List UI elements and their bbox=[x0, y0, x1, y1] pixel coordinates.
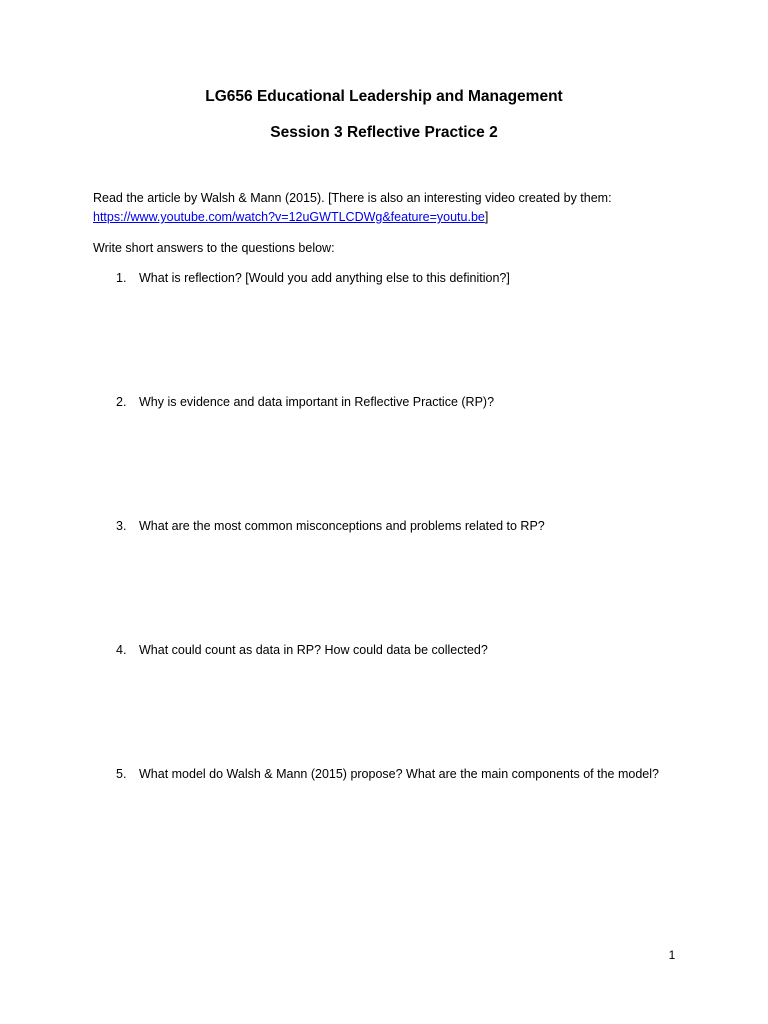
question-text: What model do Walsh & Mann (2015) propose? What are the main components of the model? bbox=[139, 767, 659, 781]
question-text: What could count as data in RP? How could data be collected? bbox=[139, 643, 488, 657]
question-number: 3. bbox=[116, 519, 127, 533]
question-number: 2. bbox=[116, 395, 127, 409]
question-item bbox=[116, 269, 676, 288]
question-item bbox=[116, 393, 676, 412]
question-number: 1. bbox=[116, 271, 127, 285]
document-subtitle: Session 3 Reflective Practice 2 bbox=[270, 124, 498, 141]
question-number: 5. bbox=[116, 767, 127, 781]
intro-text: Read the article by Walsh & Mann (2015). [There is also an interesting video created by them: bbox=[93, 191, 612, 205]
instruction-text: Write short answers to the questions below: bbox=[93, 241, 335, 255]
page-number: 1 bbox=[668, 948, 676, 962]
question-text: What are the most common misconceptions and problems related to RP? bbox=[139, 519, 545, 533]
question-item bbox=[116, 641, 676, 660]
intro-paragraph bbox=[93, 189, 683, 227]
question-text: Why is evidence and data important in Reflective Practice (RP)? bbox=[139, 395, 495, 409]
question-number: 4. bbox=[116, 643, 127, 657]
question-item bbox=[116, 765, 676, 784]
intro-text-end: ] bbox=[484, 210, 489, 224]
video-link[interactable]: https://www.youtube.com/watch?v=12uGWTLCDWg&feature=youtu.be bbox=[93, 210, 485, 224]
question-text: What is reflection? [Would you add anything else to this definition?] bbox=[139, 271, 510, 285]
question-item bbox=[116, 517, 676, 536]
document-title: LG656 Educational Leadership and Management bbox=[205, 88, 563, 105]
